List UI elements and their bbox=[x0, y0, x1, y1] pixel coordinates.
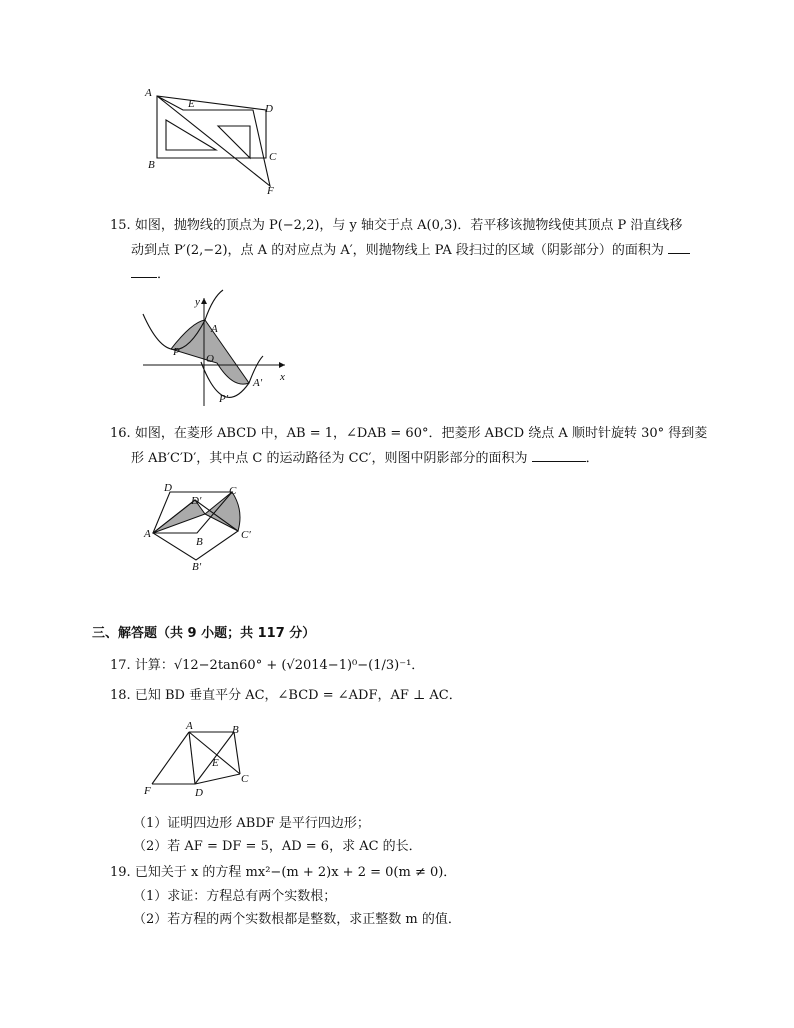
q15-number: 15. bbox=[110, 218, 131, 233]
label-B: B bbox=[196, 536, 203, 548]
label-A-prime: A′ bbox=[253, 377, 263, 389]
q15-text-1: 如图，抛物线的顶点为 P(−2,2)，与 y 轴交于点 A(0,3)．若平移该抛物线使其顶点 P 沿直线移 bbox=[134, 218, 683, 233]
label-A: A bbox=[144, 528, 151, 540]
label-B: B bbox=[232, 724, 239, 736]
q18-part1: （1）证明四边形 ABDF 是平行四边形； bbox=[133, 816, 370, 831]
figure-set-squares bbox=[140, 88, 300, 198]
figure-parabola bbox=[135, 292, 295, 412]
q16-text-2: 形 AB′C′D′，其中点 C 的运动路径为 CC′，则图中阴影部分的面积为 bbox=[131, 451, 528, 466]
q19-part2: （2）若方程的两个实数根都是整数，求正整数 m 的值． bbox=[133, 912, 461, 927]
q18-part2: （2）若 AF = DF = 5，AD = 6，求 AC 的长． bbox=[133, 839, 422, 854]
label-B: B bbox=[148, 159, 155, 171]
label-C: C bbox=[269, 151, 277, 163]
q15-answer-blank-1[interactable] bbox=[668, 241, 690, 254]
q15-answer-blank-2[interactable] bbox=[131, 265, 157, 278]
q16-line2 bbox=[131, 449, 599, 468]
q15-line3 bbox=[131, 265, 170, 284]
label-x: x bbox=[280, 371, 285, 383]
label-D: D bbox=[265, 103, 273, 115]
label-E: E bbox=[212, 757, 219, 769]
q17-text: 计算：√12−2tan60° + (√2014−1)⁰−(1/3)⁻¹． bbox=[134, 658, 425, 673]
label-D: D bbox=[195, 787, 203, 799]
label-F: F bbox=[144, 785, 151, 797]
figure-parallelogram bbox=[140, 720, 260, 810]
label-F: F bbox=[267, 185, 274, 197]
q16-line1 bbox=[110, 425, 707, 443]
label-O: O bbox=[206, 353, 214, 365]
label-A: A bbox=[145, 87, 152, 99]
q16-number: 16. bbox=[110, 426, 131, 441]
label-C: C bbox=[241, 773, 249, 785]
label-C-prime: C′ bbox=[241, 529, 251, 541]
q17-number: 17. bbox=[110, 658, 131, 673]
q18-text: 已知 BD 垂直平分 AC，∠BCD = ∠ADF，AF ⊥ AC． bbox=[134, 688, 462, 703]
label-C: C bbox=[229, 485, 237, 497]
q15-text-3: ． bbox=[157, 267, 171, 282]
q15-text-2: 动到点 P′(2,−2)，点 A 的对应点为 A′，则抛物线上 PA 段扫过的区域（阴影部分）的面积为 bbox=[131, 243, 664, 258]
section-title: 三、解答题（共 9 小题；共 117 分） bbox=[92, 626, 316, 641]
label-A: A bbox=[186, 720, 193, 732]
q19-number: 19. bbox=[110, 865, 131, 880]
q17-line bbox=[110, 657, 424, 675]
label-P-prime: P′ bbox=[219, 393, 229, 405]
label-D: D bbox=[164, 482, 172, 494]
label-P: P bbox=[173, 346, 180, 358]
q15-line1 bbox=[110, 217, 682, 235]
q16-text-1: 如图，在菱形 ABCD 中，AB = 1，∠DAB = 60°．把菱形 ABCD 绕点 A 顺时针旋转 30° 得到菱 bbox=[134, 426, 708, 441]
q16-answer-blank[interactable] bbox=[532, 449, 586, 462]
q19-line bbox=[110, 864, 456, 882]
label-A: A bbox=[211, 323, 218, 335]
q19-text: 已知关于 x 的方程 mx²−(m + 2)x + 2 = 0(m ≠ 0)． bbox=[134, 865, 457, 880]
q18-line bbox=[110, 687, 462, 705]
q18-number: 18. bbox=[110, 688, 131, 703]
label-y: y bbox=[195, 296, 200, 308]
q15-line2 bbox=[131, 241, 690, 260]
label-E: E bbox=[188, 98, 195, 110]
label-B-prime: B′ bbox=[192, 561, 202, 573]
q16-text-2-end: ． bbox=[585, 451, 599, 466]
figure-rhombus bbox=[140, 482, 280, 572]
q19-part1: （1）求证：方程总有两个实数根； bbox=[133, 889, 337, 904]
label-D-prime: D′ bbox=[191, 495, 202, 507]
